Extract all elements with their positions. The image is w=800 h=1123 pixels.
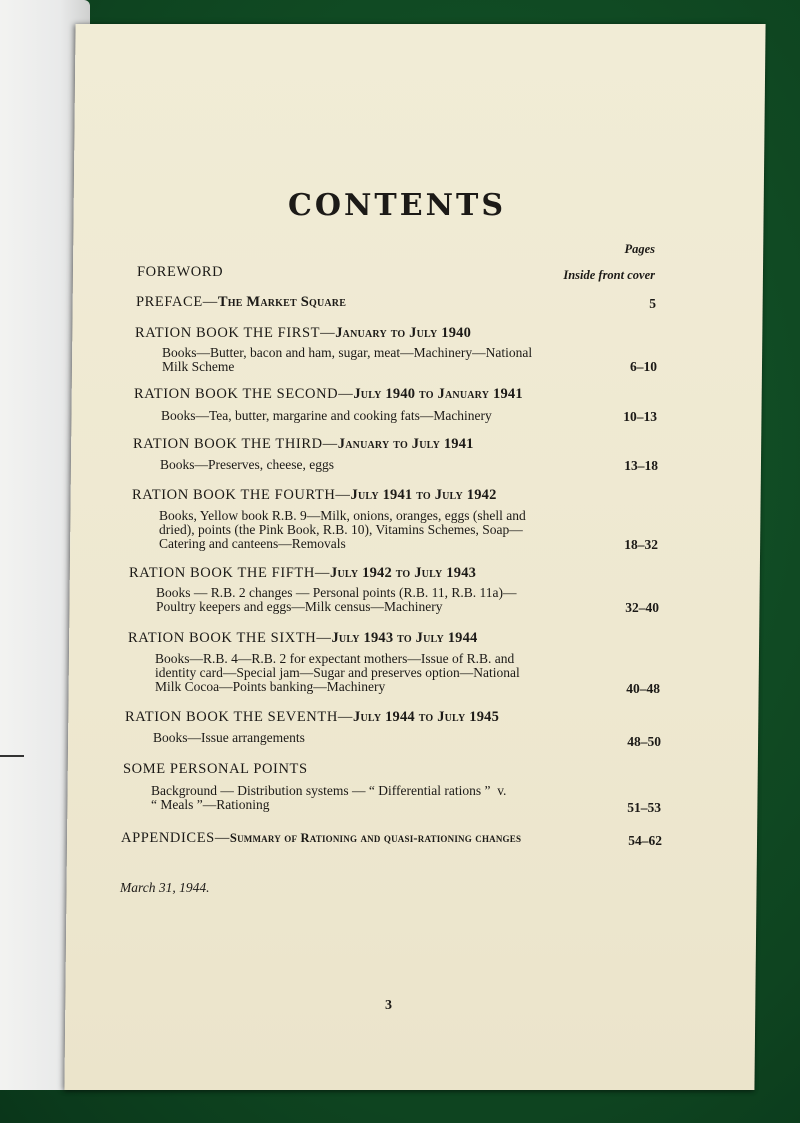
toc-pages: Inside front cover [563,268,655,282]
toc-pages: 32–40 [625,600,659,615]
toc-pages: 13–18 [624,458,658,473]
pages-column-label: Pages [624,242,655,256]
toc-description: Books—Preserves, cheese, eggs [160,457,334,472]
toc-entry-third: RATION BOOK THE THIRD—January to July 1941 [133,436,474,452]
toc-description: Books—Issue arrangements [153,730,305,745]
toc-description: Books—Butter, bacon and ham, sugar, meat—Machinery—National Milk Scheme [162,345,533,374]
arrow-mark [0,755,24,757]
date-line: March 31, 1944. [120,880,210,895]
toc-description: Books—Tea, butter, margarine and cooking fats—Machinery [161,408,492,423]
page-number: 3 [385,998,392,1013]
toc-description: Background — Distribution systems — “ Differential rations ” v. “ Meals ”—Rationing [151,783,507,812]
toc-entry-sixth: RATION BOOK THE SIXTH—July 1943 to July 1944 [128,630,478,646]
toc-description: Books—R.B. 4—R.B. 2 for expectant mothers—Issue of R.B. and identity card—Special jam—Sugar and preserves option—National Milk Cocoa—Points banking—Machinery [155,651,520,694]
toc-entry-seventh: RATION BOOK THE SEVENTH—July 1944 to July 1945 [125,709,500,725]
toc-description: Books, Yellow book R.B. 9—Milk, onions, oranges, eggs (shell and dried), points (the Pink Book, R.B. 10), Vitamins Schemes, Soap— Catering and canteens—Removals [159,508,526,551]
toc-pages: 54–62 [628,833,662,848]
toc-pages: 18–32 [624,537,658,552]
toc-pages: 10–13 [623,409,657,424]
toc-entry-foreword: FOREWORD [137,264,224,280]
toc-entry-fifth: RATION BOOK THE FIFTH—July 1942 to July 1943 [129,565,477,581]
toc-description: Books — R.B. 2 changes — Personal points (R.B. 11, R.B. 11a)— Poultry keepers and eggs—Milk census—Machinery [156,585,517,614]
toc-entry-preface: PREFACE—The Market Square [136,294,347,310]
toc-entry-fourth: RATION BOOK THE FOURTH—July 1941 to July 1942 [132,487,497,503]
toc-pages: 48–50 [627,734,661,749]
toc-pages: 5 [649,296,656,311]
toc-pages: 51–53 [627,800,661,815]
booklet-page [64,24,765,1090]
toc-entry-appendices: APPENDICES—Summary of Rationing and quasi-rationing changes [121,830,522,846]
toc-entry-first: RATION BOOK THE FIRST—January to July 1940 [135,325,472,341]
toc-pages: 40–48 [626,681,660,696]
toc-pages: 6–10 [630,359,657,374]
page-title: CONTENTS [287,188,507,223]
toc-entry-second: RATION BOOK THE SECOND—July 1940 to January 1941 [134,386,523,402]
toc-entry-personal-points: SOME PERSONAL POINTS [123,761,308,777]
